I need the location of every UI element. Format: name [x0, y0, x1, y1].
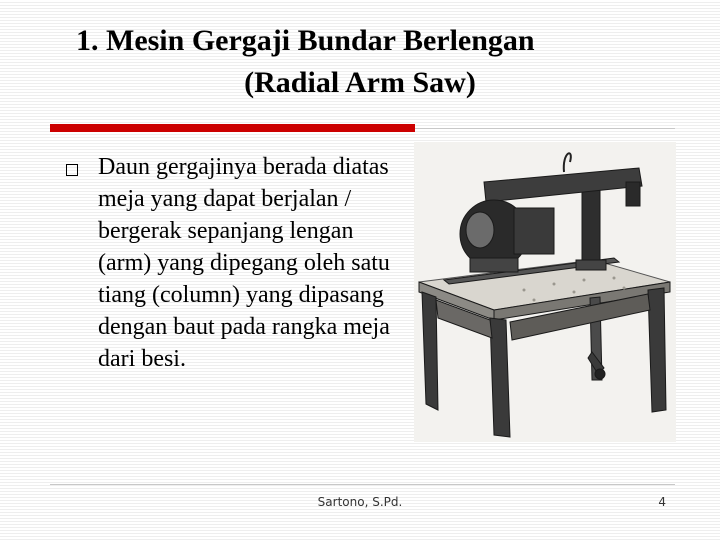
page-number: 4 [658, 495, 666, 509]
bullet-text: Daun gergajinya berada diatas meja yang dapat berjalan / bergerak sepanjang lengan (arm) yang dipegang oleh satu tiang (column) yang dipasang dengan baut pada rangka meja dari besi. [98, 154, 390, 372]
slide-title [20, 20, 700, 104]
radial-arm-saw-image [414, 142, 676, 442]
square-bullet-icon [66, 164, 78, 176]
footer-author: Sartono, S.Pd. [317, 495, 403, 509]
title-line-1: 1. Mesin Gergaji Bundar Berlengan [76, 24, 535, 57]
title-line-2: (Radial Arm Saw) [244, 66, 476, 99]
title-accent-bar [50, 124, 415, 132]
footer-rule [50, 484, 675, 485]
